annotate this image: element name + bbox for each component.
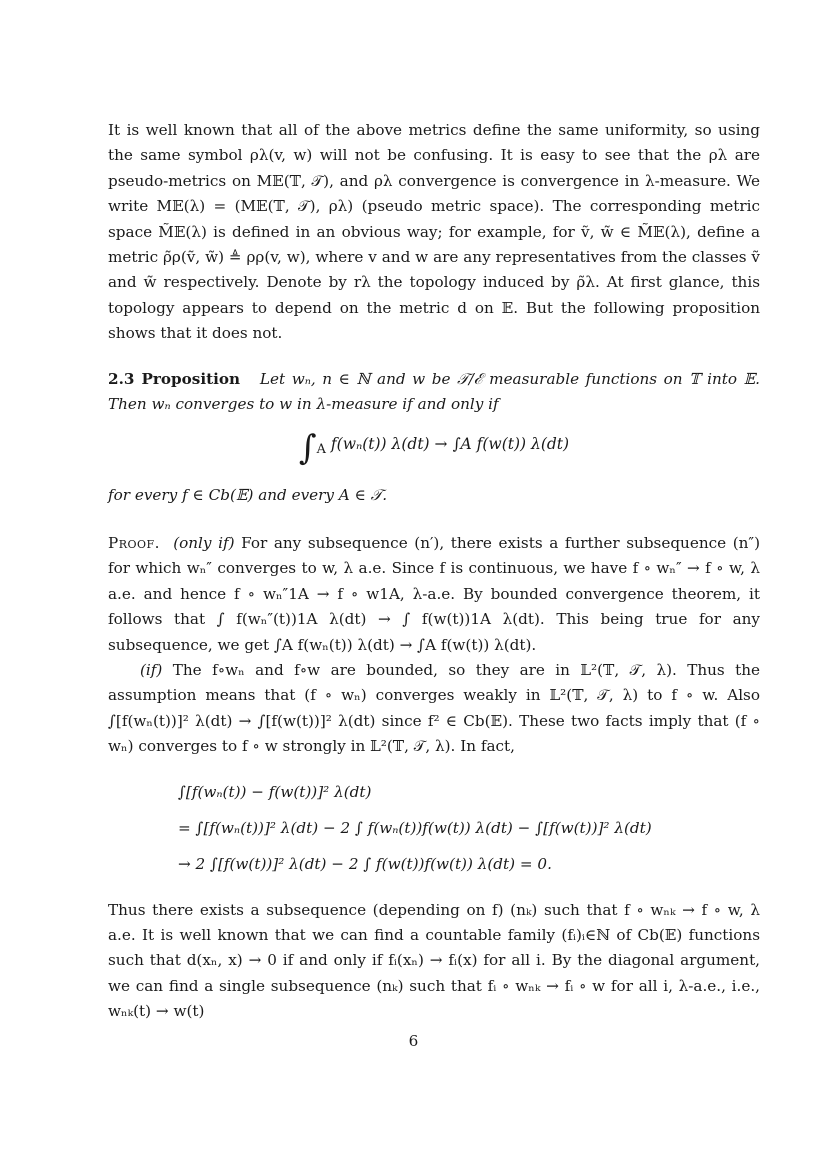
display-equation-text: f(wₙ(t)) λ(dt) → ∫A f(w(t)) λ(dt) [330, 435, 570, 454]
proof-if-paragraph [108, 658, 760, 760]
proposition-statement: Let wₙ, n ∈ ℕ and w be 𝒯/ℰ measurable functions on 𝕋 into 𝔼. Then wₙ converges to w in λ-measure if and only if [108, 369, 760, 414]
proof-only-if-paragraph [108, 531, 760, 658]
equation-line-1: ∫[f(wₙ(t)) − f(w(t))]² λ(dt) [178, 782, 372, 801]
proposition-display-equation [108, 428, 760, 469]
equation-array [178, 774, 760, 882]
proposition-condition: for every f ∈ Cb(𝔼) and every A ∈ 𝒯. [108, 486, 388, 505]
closing-paragraph: Thus there exists a subsequence (depending on f) (nₖ) such that f ∘ wₙₖ → f ∘ w, λ a.e. It is well known that we can find a countable family (fᵢ)ᵢ∈ℕ of Cb(𝔼) functions such that d(xₙ, x) → 0 if and only if fᵢ(xₙ) → fᵢ(x) for all i. By the diagonal argument, we can find a single subsequence (nₖ) such that fᵢ ∘ wₙₖ → fᵢ ∘ w for all i, λ-a.e., i.e., wₙₖ(t) → w(t) [108, 900, 760, 1021]
equation-line-2: = ∫[f(wₙ(t))]² λ(dt) − 2 ∫ f(wₙ(t))f(w(t)) λ(dt) − ∫[f(w(t))]² λ(dt) [178, 818, 652, 837]
integral-subscript: A [316, 442, 326, 458]
if-label: (if) [140, 660, 163, 679]
page-number: 6 [408, 1032, 419, 1050]
paper-page-body [108, 118, 760, 1025]
proposition-heading: 2.3 Proposition [108, 369, 241, 388]
if-text: The f∘wₙ and f∘w are bounded, so they are in 𝕃²(𝕋, 𝒯, λ). Thus the assumption means that (f ∘ wₙ) converges weakly in 𝕃²(𝕋, 𝒯, λ) to f ∘ w. Also ∫[f(wₙ(t))]² λ(dt) → ∫[f(w(t))]² λ(dt) since f² ∈ Cb(𝔼). These two facts imply that (f ∘ wₙ) converges to f ∘ w strongly in 𝕃²(𝕋, 𝒯, λ). In fact, [108, 660, 761, 756]
integral-sign: ∫ [298, 428, 317, 469]
only-if-text: For any subsequence (n′), there exists a further subsequence (n″) for which wₙ″ converges to w, λ a.e. Since f is continuous, we have f ∘ wₙ″ → f ∘ w, λ a.e. and hence f ∘ wₙ″1A → f ∘ w1A, λ-a.e. By bounded convergence theorem, it follows that ∫ f(wₙ″(t))1A λ(dt) → ∫ f(w(t))1A λ(dt). This being true for any subsequence, we get ∫A f(wₙ(t)) λ(dt) → ∫A f(w(t)) λ(dt). [108, 533, 761, 654]
equation-line-3: → 2 ∫[f(w(t))]² λ(dt) − 2 ∫ f(w(t))f(w(t)) λ(dt) = 0. [178, 854, 552, 873]
proposition-block [108, 367, 760, 418]
proof-heading: Proof. [108, 533, 160, 552]
intro-paragraph: It is well known that all of the above metrics define the same uniformity, so using the same symbol ρλ(v, w) will not be confusing. It is easy to see that the ρλ are pseudo-metrics on M𝔼(𝕋, 𝒯), and ρλ convergence is convergence in λ-measure. We write M𝔼(λ) = (M𝔼(𝕋, 𝒯), ρλ) (pseudo metric space). The corresponding metric space M̃𝔼(λ) is defined in an obvious way; for example, for ṽ, w̃ ∈ M̃𝔼(λ), define a metric ρ̃ρ(ṽ, w̃) ≜ ρρ(v, w), where v and w are any representatives from the classes ṽ and w̃ respectively. Denote by rλ the topology induced by ρ̃λ. At first glance, this topology appears to depend on the metric d on 𝔼. But the following proposition shows that it does not. [108, 121, 760, 343]
only-if-label: (only if) [173, 533, 235, 552]
